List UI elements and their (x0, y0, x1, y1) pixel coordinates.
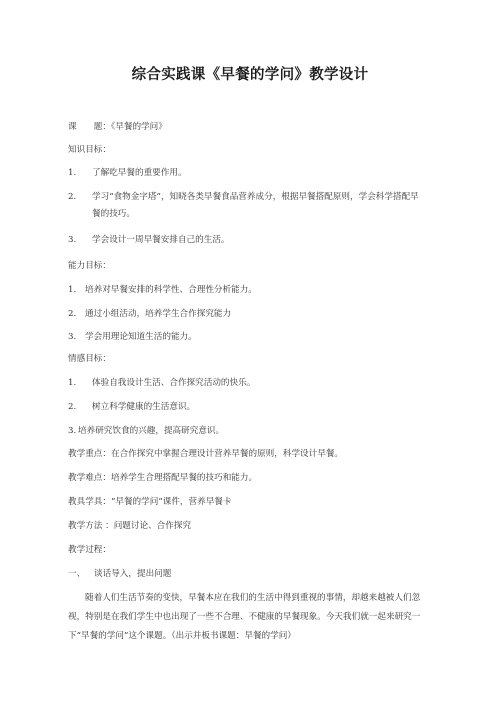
step-title: 谈话导入，提出问题 (94, 569, 172, 579)
item-text: 通过小组活动，培养学生合作探究能力 (85, 309, 232, 319)
item-number: 1. (68, 378, 77, 388)
key-point: 教学重点：在合作探究中掌握合理设计营养早餐的原则，科学设计早餐。 (68, 449, 344, 459)
item-number: 1. (68, 285, 77, 295)
item-text: 学会设计一周早餐安排自己的生活。 (92, 235, 230, 245)
paragraph-line-3: 下“早餐的学问”这个课题。（出示并板书课题：早餐的学问） (68, 631, 296, 641)
lesson-value: 《早餐的学问》 (110, 122, 167, 132)
ability-heading: 能力目标： (68, 261, 111, 271)
knowledge-heading: 知识目标： (68, 145, 111, 155)
page-title: 综合实践课《早餐的学问》教学设计 (131, 67, 369, 83)
item-number: 3. (68, 235, 77, 245)
item-text: 体验自我设计生活、合作探究活动的快乐。 (92, 378, 256, 388)
item-text: 学习“食物金字塔”，知晓各类早餐食品营养成分，根据早餐搭配原则，学会科学搭配早 (92, 192, 419, 202)
emotion-item-1 (68, 378, 255, 389)
teaching-process-heading: 教学过程： (68, 545, 111, 555)
item-text: 学会用理论知道生活的能力。 (85, 332, 197, 342)
emotion-item-2 (68, 402, 195, 413)
ability-item-2 (68, 309, 231, 320)
step-1 (68, 569, 171, 580)
item-text: 了解吃早餐的重要作用。 (92, 168, 187, 178)
paragraph-line-2: 视，特别是在我们学生中也出现了一些不合理、不健康的早餐现象。今天我们就一起来研究一 (68, 612, 421, 622)
item-number: 3. (68, 426, 77, 436)
knowledge-item-2 (68, 192, 419, 203)
emotion-item-3 (68, 426, 224, 437)
ability-item-3 (68, 332, 197, 343)
emotion-heading: 情感目标： (68, 354, 111, 364)
paragraph-line-1: 随着人们生活节奏的变快，早餐本应在我们的生活中得到重视的事情，却越来越被人们忽 (85, 593, 421, 603)
item-number: 2. (68, 309, 77, 319)
lesson-line (68, 122, 167, 133)
knowledge-item-2-continued: 餐的技巧。 (92, 209, 135, 219)
item-text: 树立科学健康的生活意识。 (92, 402, 196, 412)
item-number: 2. (68, 402, 77, 412)
item-text: 培养对早餐安排的科学性、合理性分析能力。 (85, 285, 257, 295)
lesson-label: 课 题： (68, 122, 111, 132)
item-number: 2. (68, 192, 77, 202)
item-number: 1. (68, 168, 77, 178)
item-number: 3. (68, 332, 77, 342)
teaching-materials: 教具学具：“早餐的学问”课件，营养早餐卡 (68, 497, 232, 507)
difficulty: 教学难点：培养学生合理搭配早餐的技巧和能力。 (68, 473, 258, 483)
knowledge-item-1 (68, 168, 187, 179)
step-number: 一、 (68, 569, 86, 579)
knowledge-item-3 (68, 235, 230, 246)
ability-item-1 (68, 285, 257, 296)
teaching-methods: 教学方法 ：问题讨论、合作探究 (68, 521, 192, 531)
item-text: 培养研究饮食的兴趣，提高研究意识。 (78, 426, 225, 436)
